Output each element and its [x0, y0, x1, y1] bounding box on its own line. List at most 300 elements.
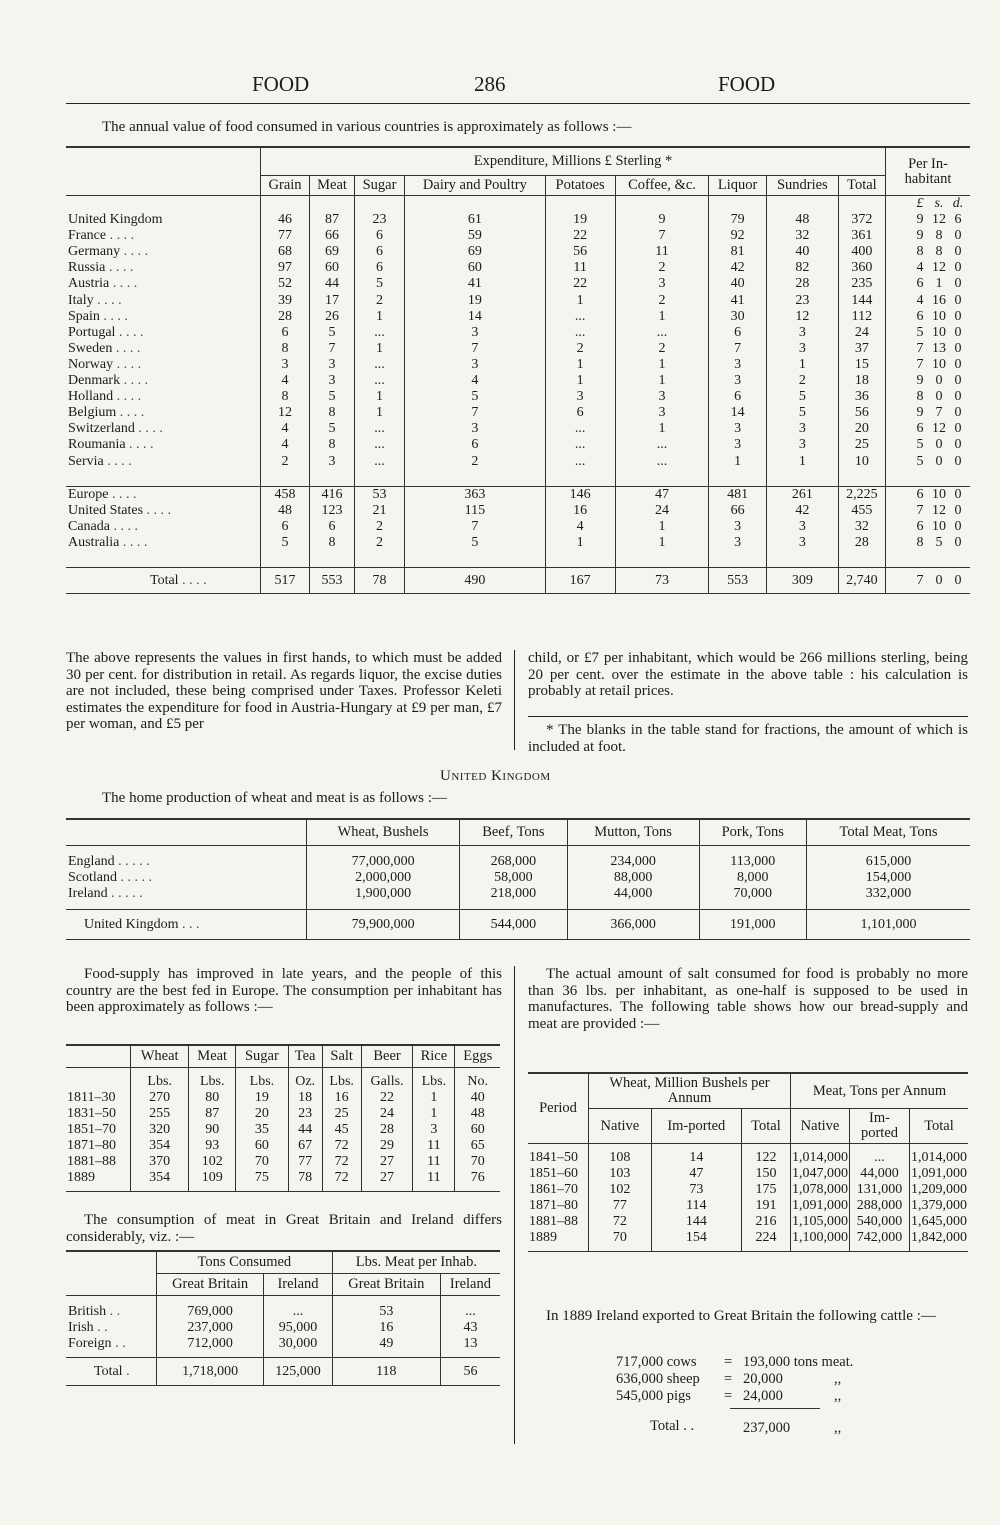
row-label — [66, 325, 261, 341]
cell-value: 517 — [261, 568, 310, 594]
cell-value: 42 — [766, 503, 838, 519]
cell-value: 12 — [261, 405, 310, 421]
cell-value: 60 — [236, 1138, 289, 1154]
cell-value: 112 — [838, 309, 885, 325]
row-label — [66, 421, 261, 437]
table-row — [66, 1304, 500, 1320]
cell-value: 1 — [354, 309, 404, 325]
row-label — [66, 373, 261, 389]
leader-dots: . . . . — [108, 486, 137, 502]
row-name: 1851–70 — [67, 1121, 116, 1137]
cell-value: 5 — [310, 325, 355, 341]
leader-dots: . . . . — [99, 308, 128, 324]
row-label — [66, 244, 261, 260]
column-header: Great Britain — [332, 1274, 440, 1296]
cell-value: 40 — [455, 1090, 500, 1106]
cell-value: 11 — [413, 1138, 455, 1154]
row-label — [66, 276, 261, 292]
cell-value: 191,000 — [699, 910, 806, 940]
per-inhabitant-value: 6 — [954, 212, 962, 228]
cell-value: 5 — [405, 389, 546, 405]
cell-value: 75 — [236, 1170, 289, 1192]
cell-value: 1 — [545, 293, 615, 309]
cell-value: ... — [440, 1304, 500, 1320]
column-divider-lower — [514, 966, 515, 1444]
cell-value: 1 — [615, 519, 709, 535]
cell-value: 175 — [741, 1182, 790, 1198]
cell-value: ... — [354, 421, 404, 437]
per-inhabitant-value: 0 — [954, 534, 962, 550]
row-label — [528, 1166, 589, 1182]
cell-value: 14 — [709, 405, 766, 421]
per-inhabitant-value: 9 — [916, 405, 924, 421]
cell-value: 2 — [354, 535, 404, 551]
per-inhabitant-value: 0 — [954, 260, 962, 276]
per-inhabitant-value: 6 — [916, 276, 924, 292]
per-inhabitant-value: 5 — [916, 437, 924, 453]
per-unit-label: £ — [916, 196, 924, 211]
cell-value: 18 — [838, 373, 885, 389]
ireland-export-paragraph: In 1889 Ireland exported to Great Britain the following cattle :— — [546, 1308, 936, 1324]
cell-value: 40 — [766, 244, 838, 260]
column-header: Meat — [189, 1045, 236, 1068]
per-inhabitant-value: 8 — [935, 228, 943, 244]
cell-value: 69 — [405, 244, 546, 260]
row-label — [66, 870, 307, 886]
cell-value: 8,000 — [699, 870, 806, 886]
cell-value: 1,645,000 — [910, 1213, 967, 1229]
cell-value: 3 — [766, 519, 838, 535]
cell-value: 102 — [189, 1154, 236, 1170]
cell-value: 17 — [310, 293, 355, 309]
per-inhabitant-value: 6 — [916, 486, 924, 502]
cell-value: 115 — [405, 503, 546, 519]
row-label — [66, 341, 261, 357]
cell-value: 2 — [615, 293, 709, 309]
cell-value: 73 — [651, 1182, 741, 1198]
cell-value: 90 — [189, 1122, 236, 1138]
cell-value: 3 — [405, 357, 546, 373]
per-inhabitant-cell — [886, 341, 971, 357]
cell-value: 69 — [310, 244, 355, 260]
column-header: Wheat — [131, 1045, 189, 1068]
cell-value: 8 — [261, 341, 310, 357]
per-inhabitant-value: 0 — [954, 340, 962, 356]
cell-value: ... — [354, 437, 404, 453]
cell-value: 70 — [236, 1154, 289, 1170]
cell-value: 56 — [545, 244, 615, 260]
cell-value: 79 — [709, 212, 766, 228]
country-name: Portugal — [68, 324, 116, 340]
cell-value: 1 — [413, 1090, 455, 1106]
row-label — [66, 854, 307, 870]
cell-value: 36 — [838, 389, 885, 405]
per-inhabitant-value: 9 — [916, 373, 924, 389]
country-name: Norway — [68, 356, 114, 372]
cell-value: 3 — [709, 519, 766, 535]
cell-value: 3 — [545, 389, 615, 405]
per-inhabitant-cell — [886, 389, 971, 405]
cell-value: 7 — [405, 405, 546, 421]
cell-value: 27 — [361, 1170, 412, 1192]
leader-dots: . . . . — [115, 324, 144, 340]
expenditure-group-header: Expenditure, Millions £ Sterling * — [261, 147, 886, 176]
cell-value: 47 — [615, 486, 709, 503]
row-label — [66, 1138, 131, 1154]
cell-value: 32 — [838, 519, 885, 535]
cell-value: 1 — [354, 341, 404, 357]
per-inhabitant-value: 0 — [935, 453, 943, 469]
cell-value: 235 — [838, 276, 885, 292]
cell-value: 1 — [709, 454, 766, 470]
cell-value: 7 — [709, 341, 766, 357]
row-name: Ireland — [68, 885, 108, 901]
cell-value: 2 — [354, 293, 404, 309]
table-row — [528, 1166, 968, 1182]
cell-value: 270 — [131, 1090, 189, 1106]
column-header: Liquor — [709, 176, 766, 196]
per-inhabitant-value: 0 — [954, 308, 962, 324]
row-name: Scotland — [68, 869, 117, 885]
row-label — [66, 212, 261, 228]
cell-value: 18 — [288, 1090, 322, 1106]
cell-value: 2,740 — [838, 568, 885, 594]
country-name: Australia — [68, 534, 120, 550]
cattle-total-rule — [730, 1408, 820, 1409]
cell-value: 1 — [545, 357, 615, 373]
leader-dots: . . . . . — [107, 885, 143, 901]
cell-value: 8 — [310, 405, 355, 421]
column-header: Great Britain — [157, 1274, 264, 1296]
cell-value: 7 — [405, 341, 546, 357]
per-inhabitant-value: 0 — [935, 437, 943, 453]
column-header: Dairy and Poultry — [405, 176, 546, 196]
values-paragraph-text: The above represents the values in first hands, to which must be added 30 per cent. for distribution in retail. As regards liquor, the excise duties are not included, these being comprised under Taxes. Professor Keleti estimates the expenditure for food in Austria-Hungary at £9 per man, £7 per woman, and £5 per — [66, 650, 502, 732]
per-inhabitant-value: 0 — [954, 292, 962, 308]
cell-value: 3 — [766, 535, 838, 551]
cell-value: 97 — [261, 260, 310, 276]
cell-value: 2 — [405, 454, 546, 470]
row-label — [66, 309, 261, 325]
cell-value: 5 — [766, 405, 838, 421]
per-unit-label: s. — [934, 196, 944, 211]
cell-value: 76 — [455, 1170, 500, 1192]
per-inhabitant-value: 5 — [935, 534, 943, 550]
uk-section-heading: United Kingdom — [440, 768, 551, 784]
cell-value: 80 — [189, 1090, 236, 1106]
cell-value: 237,000 — [157, 1320, 264, 1336]
cell-value: 66 — [310, 228, 355, 244]
table-row — [66, 357, 970, 373]
cell-value: 1,209,000 — [910, 1181, 967, 1197]
cell-value: 52 — [261, 276, 310, 292]
cell-value: 42 — [709, 260, 766, 276]
cell-value: 354 — [131, 1138, 189, 1154]
cell-value: 2,000,000 — [307, 870, 460, 886]
cattle-total-label: Total . . — [650, 1418, 695, 1434]
row-label — [66, 519, 261, 535]
table-row — [528, 1230, 968, 1252]
cell-value: 1 — [354, 389, 404, 405]
cell-value: 72 — [322, 1138, 361, 1154]
cell-value: 5 — [766, 389, 838, 405]
cell-value: 2 — [545, 341, 615, 357]
cell-value: 150 — [741, 1166, 790, 1182]
cell-value: 77 — [589, 1198, 652, 1214]
cell-value: ... — [545, 309, 615, 325]
row-label — [528, 1214, 589, 1230]
table-row — [66, 1090, 500, 1106]
table-row — [66, 293, 970, 309]
ditto-mark: ,, — [834, 1388, 842, 1404]
column-header: Wheat, Bushels — [307, 819, 460, 846]
units-row — [66, 196, 970, 213]
leader-dots: . . . . — [120, 244, 149, 260]
cell-value: 1,100,000 — [791, 1230, 850, 1252]
cell-value: 4 — [261, 437, 310, 453]
table-row — [66, 503, 970, 519]
row-label — [66, 910, 307, 940]
country-name: United States — [68, 502, 144, 518]
leader-dots: . . . . — [112, 340, 141, 356]
cell-value: 1 — [615, 535, 709, 551]
row-label — [528, 1182, 589, 1198]
food-supply-paragraph: Food-supply has improved in late years, and the people of this country are the best fed in Europe. The consumption per inhabitant has been approximately as follows :— — [66, 966, 502, 1015]
cell-value: 2 — [615, 260, 709, 276]
country-column-header — [66, 147, 261, 196]
cell-value: 4 — [261, 373, 310, 389]
cell-value: 114 — [651, 1198, 741, 1214]
column-header: Ireland — [440, 1274, 500, 1296]
cell-value: 3 — [615, 276, 709, 292]
per-inhabitant-value: 16 — [932, 292, 946, 308]
per-inhabitant-cell — [886, 357, 971, 373]
table-row — [66, 373, 970, 389]
row-name: British — [68, 1303, 107, 1319]
cell-value: 47 — [651, 1166, 741, 1182]
cell-value: 7 — [615, 228, 709, 244]
row-name: Total — [94, 1363, 123, 1379]
column-header: Pork, Tons — [699, 819, 806, 846]
per-inhabitant-value: 6 — [916, 421, 924, 437]
cell-value: 167 — [545, 568, 615, 594]
cell-value: 3 — [615, 405, 709, 421]
row-label — [66, 1358, 157, 1386]
unit-label: Lbs. — [131, 1068, 189, 1090]
cell-value: 1 — [413, 1106, 455, 1122]
cell-value: 458 — [261, 486, 310, 503]
cattle-quantity: 717,000 cows — [616, 1354, 697, 1370]
table-row — [66, 1106, 500, 1122]
region-column-header — [66, 819, 307, 846]
per-inhabitant-value: 8 — [916, 389, 924, 405]
cell-value: 60 — [310, 260, 355, 276]
per-inhabitant-value: 9 — [916, 212, 924, 228]
row-name: England — [68, 853, 115, 869]
cell-value: 5 — [310, 389, 355, 405]
cell-value: 19 — [236, 1090, 289, 1106]
cell-value: 21 — [354, 503, 404, 519]
column-header: Sundries — [766, 176, 838, 196]
row-label — [66, 357, 261, 373]
cell-value: 9 — [615, 212, 709, 228]
country-name: Germany — [68, 244, 121, 260]
cell-value: 218,000 — [460, 886, 567, 902]
leader-dots: . . . . — [134, 421, 163, 437]
cell-value: 332,000 — [806, 886, 970, 902]
page-number: 286 — [474, 72, 506, 96]
cell-value: 4 — [261, 421, 310, 437]
leader-dots: . . . . — [119, 534, 148, 550]
cell-value: 5 — [310, 421, 355, 437]
per-inhabitant-value: 7 — [916, 502, 924, 518]
country-name: Denmark — [68, 373, 121, 389]
cell-value: 23 — [766, 293, 838, 309]
cell-value: 769,000 — [157, 1304, 264, 1320]
cell-value: 88,000 — [567, 870, 699, 886]
cell-value: 5 — [261, 535, 310, 551]
cell-value: 3 — [261, 357, 310, 373]
column-header: Im-ported — [651, 1109, 741, 1144]
leader-dots: . . . . — [116, 405, 145, 421]
cell-value: 712,000 — [157, 1336, 264, 1352]
cell-value: 3 — [766, 421, 838, 437]
per-inhabitant-value: 0 — [954, 228, 962, 244]
row-label — [66, 1336, 157, 1352]
row-name: Irish — [68, 1319, 94, 1335]
cell-value: 1,379,000 — [910, 1197, 967, 1213]
table-row — [66, 886, 970, 902]
cell-value: 24 — [361, 1106, 412, 1122]
unit-label: Lbs. — [189, 1068, 236, 1090]
cell-value: 2 — [354, 519, 404, 535]
cell-value: 490 — [405, 568, 546, 594]
per-inhabitant-value: 1 — [935, 276, 943, 292]
row-label — [66, 503, 261, 519]
units-row — [66, 1068, 500, 1090]
cattle-quantity: 636,000 sheep — [616, 1371, 700, 1387]
home-production-table — [66, 818, 970, 940]
per-inhabitant-value: 4 — [916, 260, 924, 276]
column-header: Native — [589, 1109, 652, 1144]
per-inhabitant-value: 12 — [932, 260, 946, 276]
leader-dots: . — [122, 1363, 130, 1379]
table-row — [66, 910, 970, 940]
cell-value: 20 — [838, 421, 885, 437]
per-inhabitant-value: 0 — [954, 421, 962, 437]
column-divider — [514, 650, 515, 750]
unit-label: Lbs. — [236, 1068, 289, 1090]
cell-value: 5 — [354, 276, 404, 292]
cell-value: ... — [354, 454, 404, 470]
row-name: Foreign — [68, 1335, 112, 1351]
cell-value: 59 — [405, 228, 546, 244]
row-label — [66, 1170, 131, 1192]
cell-value: 108 — [589, 1150, 652, 1166]
row-label — [66, 260, 261, 276]
cell-value: ... — [545, 325, 615, 341]
per-inhabitant-value: 0 — [954, 518, 962, 534]
cell-value: 28 — [766, 276, 838, 292]
column-header: Grain — [261, 176, 310, 196]
cell-value: 370 — [131, 1154, 189, 1170]
leader-dots: . . . . — [113, 356, 142, 372]
table-row — [66, 486, 970, 503]
cell-value: 92 — [709, 228, 766, 244]
cell-value: 22 — [545, 228, 615, 244]
cell-value: 81 — [709, 244, 766, 260]
row-label — [66, 1304, 157, 1320]
cell-value: 7 — [405, 519, 546, 535]
ditto-mark: ,, — [834, 1371, 842, 1387]
country-name: Spain — [68, 308, 100, 324]
cell-value: 3 — [709, 373, 766, 389]
cell-value: 41 — [709, 293, 766, 309]
cell-value: 122 — [741, 1150, 790, 1166]
cell-value: 2 — [766, 373, 838, 389]
cell-value: 3 — [615, 389, 709, 405]
per-inhabitant-value: 12 — [932, 421, 946, 437]
country-name: Switzerland — [68, 421, 135, 437]
header-rule — [66, 103, 970, 104]
cell-value: 1,014,000 — [792, 1149, 848, 1165]
cell-value: 125,000 — [264, 1358, 332, 1386]
cell-value: ... — [545, 454, 615, 470]
leader-dots: . . . . — [106, 228, 135, 244]
row-name: 1871–80 — [67, 1137, 116, 1153]
cell-value: 1,014,000 — [910, 1149, 967, 1165]
column-header: Native — [791, 1109, 850, 1144]
cell-value: 6 — [709, 389, 766, 405]
cell-value: 44,000 — [850, 1166, 910, 1182]
cell-value: 109 — [189, 1170, 236, 1192]
cell-value: 5 — [405, 535, 546, 551]
per-inhabitant-value: 8 — [916, 244, 924, 260]
cell-value: 46 — [261, 212, 310, 228]
period-header: Period — [539, 1100, 577, 1116]
cell-value: 3 — [405, 325, 546, 341]
footnote-rule — [528, 716, 968, 717]
per-inhabitant-cell — [886, 276, 971, 292]
row-label — [66, 454, 261, 470]
table-row — [528, 1214, 968, 1230]
per-inhabitant-value: 0 — [935, 389, 943, 405]
cell-value: 10 — [838, 454, 885, 470]
per-inhabitant-cell — [886, 325, 971, 341]
cell-value: 6 — [354, 228, 404, 244]
cell-value: 288,000 — [850, 1198, 910, 1214]
cell-value: 123 — [310, 503, 355, 519]
per-inhabitant-value: 7 — [916, 340, 924, 356]
cell-value: 24 — [615, 503, 709, 519]
per-inhabitant-value: 0 — [954, 324, 962, 340]
leader-dots: . . — [111, 1335, 126, 1351]
cell-value: 77 — [261, 228, 310, 244]
cell-value: 6 — [405, 437, 546, 453]
cell-value: 1 — [615, 421, 709, 437]
cattle-total-value: 237,000 — [743, 1420, 791, 1436]
running-head-left: FOOD — [252, 72, 310, 96]
running-head-right: FOOD — [718, 72, 776, 96]
cell-value: 44,000 — [567, 886, 699, 902]
cell-value: 2 — [615, 341, 709, 357]
cell-value: 2,225 — [838, 486, 885, 503]
per-inhabitant-cell — [886, 373, 971, 389]
cell-value: 30 — [709, 309, 766, 325]
unit-label: No. — [455, 1068, 500, 1090]
cell-value: 363 — [405, 486, 546, 503]
cell-value: 1,900,000 — [307, 886, 460, 902]
